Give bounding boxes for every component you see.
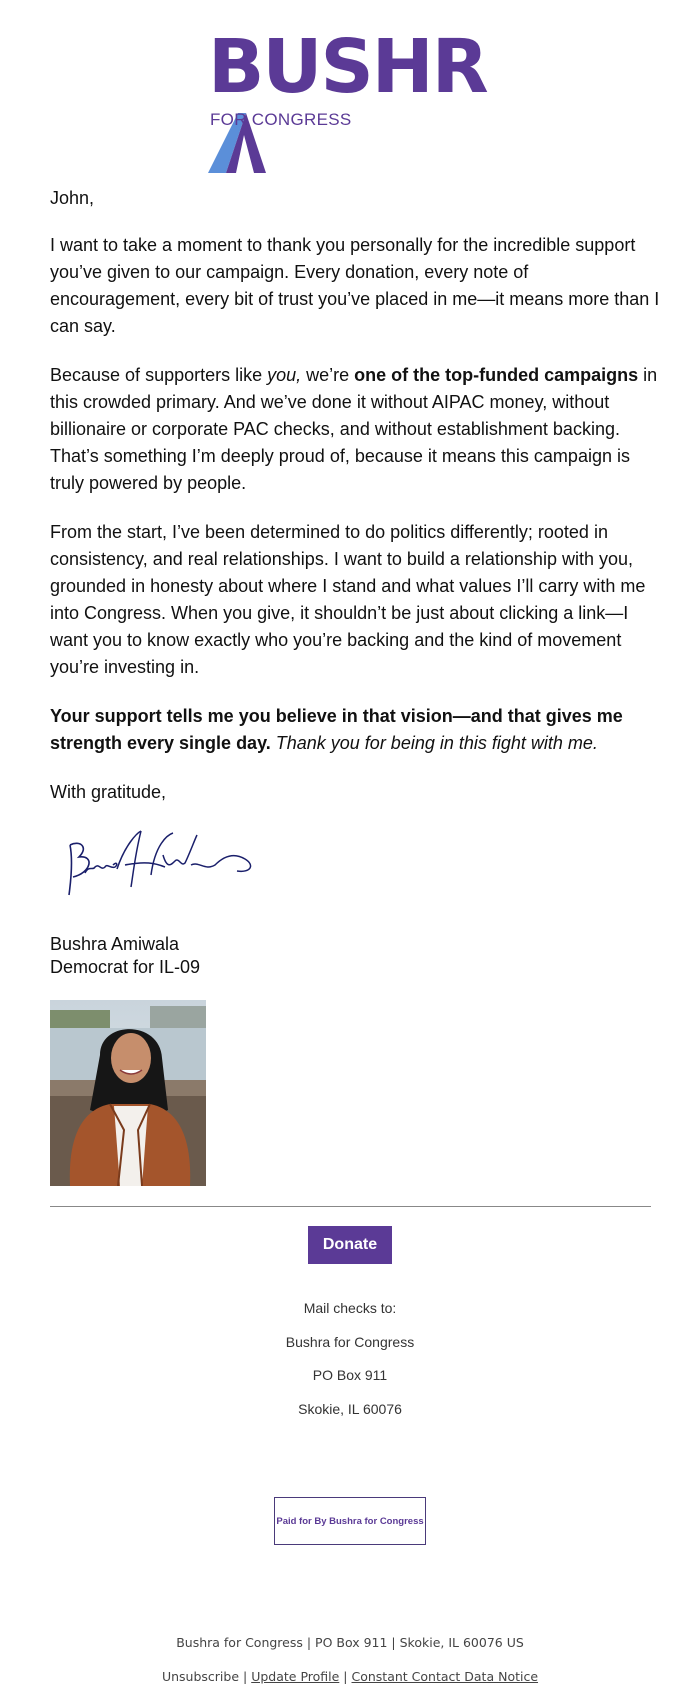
- support-emphasis: Your support tells me you believe in that vision—and that gives me strength every single day.: [50, 706, 623, 753]
- logo-wordmark-text: BUSHR: [208, 24, 487, 110]
- paragraph-1: I want to take a moment to thank you personally for the incredible support you’ve given to our campaign. Every donation, every note of encouragement, every bit of trust you’ve placed in me—it means more than I can say.: [50, 235, 660, 336]
- paragraph-3: From the start, I’ve been determined to do politics differently; rooted in consistency, and real relationships. I want to build a relationship with you, grounded in honesty about where I stand and what values I’ll carry with me into Congress. When you give, it shouldn’t be just about clicking a link—I want you to know exactly who you’re backing and the kind of movement you’re investing in.: [50, 522, 646, 677]
- paid-for-disclaimer: Paid for By Bushra for Congress: [274, 1497, 426, 1545]
- top-funded-emphasis: one of the top-funded campaigns: [354, 365, 639, 385]
- logo-subtitle: FOR CONGRESS: [210, 110, 352, 129]
- footer-links: [0, 1669, 700, 1684]
- footer-separator: |: [239, 1669, 252, 1684]
- emphasis-you: you,: [267, 365, 302, 385]
- unsubscribe-link[interactable]: Unsubscribe: [161, 1669, 240, 1684]
- logo-wordmark: [208, 24, 498, 178]
- mail-checks-line-1: Bushra for Congress: [285, 1334, 415, 1350]
- update-profile-link[interactable]: Update Profile: [251, 1669, 340, 1684]
- mail-checks-line-3: Skokie, IL 60076: [298, 1401, 402, 1417]
- mail-checks-line-2: PO Box 911: [312, 1367, 388, 1383]
- signer-name: Bushra Amiwala: [50, 934, 180, 954]
- signer-block: [50, 933, 200, 979]
- footer-separator: |: [339, 1669, 352, 1684]
- donate-button[interactable]: Donate: [308, 1226, 392, 1264]
- signer-title: Democrat for IL-09: [50, 957, 201, 977]
- data-notice-link[interactable]: Constant Contact Data Notice: [351, 1669, 539, 1684]
- footer-address: Bushra for Congress | PO Box 911 | Skokie, IL 60076 US: [176, 1635, 524, 1650]
- paragraph-2: Because of supporters like you, we’re one of the top-funded campaigns in this crowded primary. And we’ve done it without AIPAC money, without billionaire or corporate PAC checks, and without establishment backing. That’s something I’m deeply proud of, because it means this campaign is truly powered by people.: [50, 365, 658, 493]
- letter-body: [50, 185, 662, 806]
- footer-divider: [50, 1206, 651, 1207]
- candidate-photo: [50, 1000, 206, 1186]
- handwritten-signature: [55, 825, 285, 905]
- closing: With gratitude,: [50, 782, 167, 802]
- mail-checks-heading: Mail checks to:: [303, 1300, 397, 1316]
- campaign-logo: [208, 24, 498, 132]
- paragraph-4: [50, 703, 662, 757]
- thank-you-emphasis: Thank you for being in this fight with me.: [270, 733, 598, 753]
- salutation: John,: [50, 188, 95, 208]
